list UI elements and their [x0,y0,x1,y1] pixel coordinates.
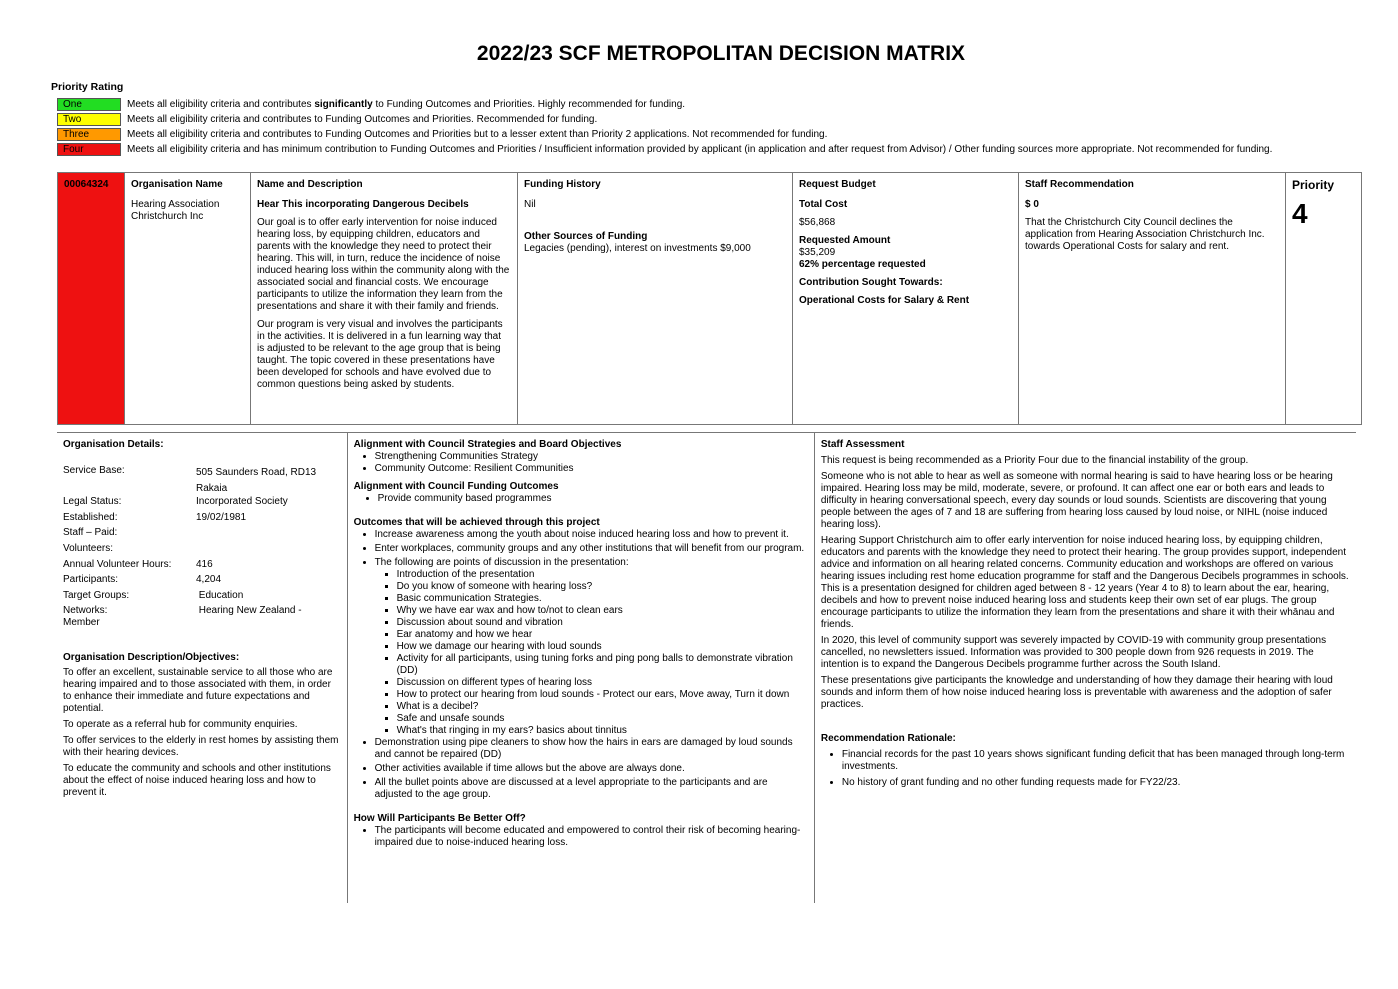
list-item: • Financial records for the past 10 years shows significant funding deficit that has been managed through long-term investments. [842,749,1350,773]
list-item: ▪ Discussion about sound and vibration [397,617,808,629]
name-description-cell [251,173,518,425]
detail-row-target-groups [63,590,341,606]
detail-label: Established: [63,511,118,523]
assessment-paragraph: These presentations give participants the knowledge and understanding of how they damage their hearing with loud sounds and inform them of how noise induced hearing loss is preventable with awareness and the adoption of safer practices. [820,675,1333,710]
detail-row-established [63,512,341,528]
staff-assessment-heading: Staff Assessment [820,439,905,450]
organisation-details-column [57,433,348,903]
organisation-details-heading: Organisation Details: [63,439,164,450]
alignment-column [348,433,815,903]
assessment-paragraph: In 2020, this level of community support was severely impacted by COVID-19 with community group presentations cancelled, no newsletters issued. Information was provided to 300 people down from 926 requests in 2019. The intention is to expand the Dangerous Decibels programme further across the South Island. [820,635,1327,670]
name-description-heading: Name and Description [257,179,363,190]
priority-value: 4 [1292,198,1308,229]
details-section [57,432,1356,903]
priority-legend-row-four [57,142,1272,157]
requested-amount-value: $35,209 [799,247,836,258]
priority-swatch-one: One [57,98,121,111]
list-item: ▪ Safe and unsafe sounds [397,713,808,725]
priority-legend-row-three [57,127,1272,142]
priority-swatch-three: Three [57,128,121,141]
detail-row-volunteers [63,543,341,559]
detail-value: 505 Saunders Road, RD13 Rakaia [196,467,317,494]
outcomes-list [354,529,808,801]
list-item: ▪ Ear anatomy and how we hear [397,629,808,641]
list-item: ▪ What's that ringing in my ears? basics about tinnitus [397,725,808,737]
other-sources-value: Legacies (pending), interest on investments $9,000 [524,243,751,254]
priority-swatch-two: Two [57,113,121,126]
assessment-paragraph: This request is being recommended as a Priority Four due to the financial instability of the group. [820,455,1249,466]
list-item: • No history of grant funding and no other funding requests made for FY22/23. [842,777,1350,789]
detail-value: 19/02/1981 [196,511,247,523]
staff-recommendation-amount: $ 0 [1025,199,1039,210]
assessment-paragraph: Hearing Support Christchurch aim to offer early intervention for noise induced hearing loss, by equipping children, educators and parents with the knowledge they need to protect their hearing. The group provides support, independent advice and information on all hearing related concerns. Community education and workshops are offered on various hearing issues including rest home education programme for staff and the Dangerous Decibels programmes in schools. This is a presentation designed for children aged between 8 - 12 years (Year 4 to 8) to learn about the ear, hearing, decibels and how to prevent noise induced hearing loss and students keep their own set of ear plugs. The group encourage participants to utilize the information they learn from the presentations and share it with their whānau and friends. [820,535,1349,630]
networks-continued: Member [63,617,100,629]
rationale-list [821,749,1350,789]
priority-cell [1286,173,1362,425]
organisation-objective: To offer an excellent, sustainable service to all those who are hearing impaired and to those associated with them, in order to enhance their immediate and future expectations and potential. [63,667,333,715]
total-cost-label: Total Cost [799,199,848,210]
other-sources-heading: Other Sources of Funding [524,231,648,242]
detail-label: Volunteers: [63,542,114,554]
priority-desc-two: Meets all eligibility criteria and contributes to Funding Outcomes and Priorities. Recommended for funding. [127,114,598,125]
funding-history-cell [518,173,793,425]
list-item [375,557,808,737]
detail-value: 416 [196,558,213,570]
list-item: ▪ What is a decibel? [397,701,808,713]
detail-label: Legal Status: [63,496,122,508]
priority-rating-heading: Priority Rating [51,81,124,93]
detail-value: Education [196,589,244,601]
staff-recommendation-cell [1019,173,1286,425]
list-item: • Enter workplaces, community groups and any other institutions that will benefit from our program. [375,543,808,555]
detail-value: Incorporated Society [196,496,288,508]
detail-row-staff-paid [63,527,341,543]
detail-label: Annual Volunteer Hours: [63,558,172,570]
discussion-points-list [375,569,808,737]
priority-swatch-four: Four [57,143,121,156]
organisation-name-heading: Organisation Name [131,179,223,190]
organisation-name: Hearing Association Christchurch Inc [131,199,220,222]
list-item: • Increase awareness among the youth about noise induced hearing loss and how to prevent it. [375,529,808,541]
staff-recommendation-text: That the Christchurch City Council declines the application from Hearing Association Christchurch Inc. towards Operational Costs for salary and rent. [1025,217,1265,252]
organisation-objective: To educate the community and schools and other institutions about the effect of noise induced hearing loss and how to prevent it. [63,763,331,799]
list-item: ▪ Why we have ear wax and how to/not to clean ears [397,605,808,617]
detail-value: 4,204 [196,574,222,586]
priority-legend-row-two [57,112,1272,127]
list-item: • Other activities available if time allows but the above are always done. [375,763,808,775]
better-off-heading: How Will Participants Be Better Off? [353,813,526,824]
detail-row-participants [63,574,341,590]
staff-assessment-column [815,433,1356,903]
assessment-paragraph: Someone who is not able to hear as well as someone with normal hearing is said to have hearing loss or be hearing impaired. Hearing loss may be mild, moderate, severe, or profound. It can affect one ear or both ears and leads to difficulty in hearing conversational speech, every day sounds or loud sounds. Scientists are discovering that young people between the ages of 7 and 18 are suffering from hearing loss caused by loud noise, or NIHL (noise induced hearing loss). [820,471,1333,530]
list-item: • All the bullet points above are discussed at a level appropriate to the participants and are adjusted to the age group. [375,777,808,801]
detail-label: Networks: [63,605,108,617]
priority-legend-row-one [57,97,1272,112]
strategies-list [354,451,808,475]
contribution-label: Contribution Sought Towards: [799,277,943,288]
detail-label: Service Base: [63,465,125,476]
funding-history-heading: Funding History [524,179,601,190]
better-off-list [354,825,808,849]
priority-desc-three: Meets all eligibility criteria and contributes to Funding Outcomes and Priorities but to a lesser extent than Priority 2 applications. Not recommended for funding. [127,129,828,140]
priority-heading: Priority [1292,178,1335,192]
priority-desc-four: Meets all eligibility criteria and has minimum contribution to Funding Outcomes and Priorities / Insufficient information provided by applicant (in application and after request from Advisor) / Other funding sources more appropriate. Not recommended for funding. [127,144,1273,155]
project-name: Hear This incorporating Dangerous Decibels [257,199,469,210]
funding-history-value: Nil [524,199,536,210]
detail-value [196,543,341,559]
list-item: ▪ Introduction of the presentation [397,569,808,581]
project-description-1: Our goal is to offer early intervention for noise induced hearing loss, by equipping children, educators and parents with the knowledge they need to protect their hearing. This will, in turn, reduce the incidence of noise induced hearing loss within the community along with the associated social and financial costs. We encourage participants to utilize the information they learn from the presentations and share it with their family and friends. [257,217,510,312]
request-budget-cell [793,173,1019,425]
detail-row-volunteer-hours [63,559,341,575]
detail-row-legal-status [63,496,341,512]
priority-desc-one: Meets all eligibility criteria and contributes significantly to Funding Outcomes and Priorities. Highly recommended for funding. [127,99,686,110]
organisation-objective: To offer services to the elderly in rest homes by assisting them with their hearing devices. [63,735,339,759]
priority-legend [57,97,1272,157]
percentage-requested: 62% percentage requested [799,259,926,270]
strategies-heading: Alignment with Council Strategies and Board Objectives [353,439,622,450]
organisation-name-cell [125,173,251,425]
recommendation-rationale-heading: Recommendation Rationale: [820,733,956,744]
list-item: • Provide community based programmes [378,493,808,505]
staff-recommendation-heading: Staff Recommendation [1025,179,1134,190]
list-item: • The participants will become educated and empowered to control their risk of becoming hearing-impaired due to noise-induced hearing loss. [375,825,808,849]
list-item: ▪ Do you know of someone with hearing loss? [397,581,808,593]
list-item: • Strengthening Communities Strategy [375,451,808,463]
contribution-value: Operational Costs for Salary & Rent [799,295,970,306]
list-item: ▪ How to protect our hearing from loud sounds - Protect our ears, Move away, Turn it down [397,689,808,701]
application-id: 00064324 [64,179,109,190]
list-item: ▪ Activity for all participants, using tuning forks and ping pong balls to demonstrate vibration (DD) [397,653,808,677]
requested-amount-label: Requested Amount [799,235,891,246]
request-budget-heading: Request Budget [799,179,876,190]
list-item: ▪ Basic communication Strategies. [397,593,808,605]
organisation-objective: To operate as a referral hub for community enquiries. [63,719,298,731]
detail-value: Hearing New Zealand - [196,605,302,617]
detail-label: Target Groups: [63,589,130,601]
detail-row-networks [63,605,341,617]
list-item: ▪ Discussion on different types of hearing loss [397,677,808,689]
list-item: • Community Outcome: Resilient Communities [375,463,808,475]
total-cost-value: $56,868 [799,217,836,228]
detail-value [196,527,341,543]
funding-outcomes-list [354,493,808,505]
list-item: • Demonstration using pipe cleaners to show how the hairs in ears are damaged by loud sounds and cannot be repaired (DD) [375,737,808,761]
page-title: 2022/23 SCF METROPOLITAN DECISION MATRIX [476,42,966,65]
list-item: ▪ How we damage our hearing with loud sounds [397,641,808,653]
funding-outcomes-heading: Alignment with Council Funding Outcomes [353,481,559,492]
application-id-cell [58,173,125,425]
list-item-text: The following are points of discussion in the presentation: [374,557,629,568]
outcomes-heading: Outcomes that will be achieved through this project [353,517,600,528]
detail-label: Staff – Paid: [63,527,118,539]
detail-row-service-base [63,465,341,496]
organisation-description-heading: Organisation Description/Objectives: [63,652,240,664]
project-description-2: Our program is very visual and involves the participants in the activities. It is delivered in a fun learning way that is adjusted to be relevant to the age group that is being taught. The topic covered in these presentations have been developed for schools and have evolved due to common questions being asked by students. [257,319,503,390]
application-summary-table [57,172,1362,425]
detail-label: Participants: [63,574,119,586]
